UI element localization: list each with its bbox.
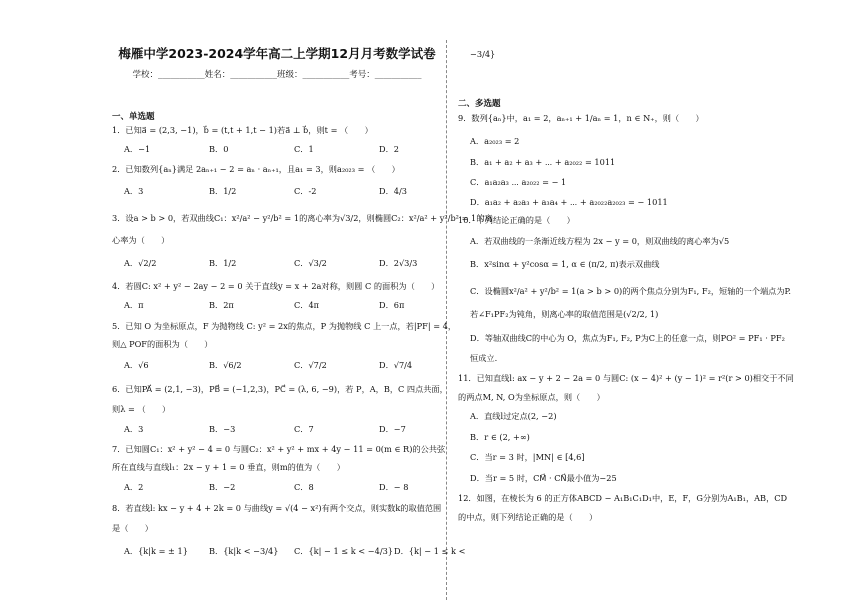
section-multiple-choice: 二、多选题 bbox=[458, 99, 501, 109]
option-c: C．7 bbox=[294, 424, 314, 434]
question-5-options bbox=[124, 360, 464, 371]
question-7-stem: 7．已知圆C₁：x² + y² − 4 = 0 与圆C₂：x² + y² + mx + 4y − 11 = 0(m ∈ R)的公共弦 bbox=[112, 444, 446, 454]
question-1-options bbox=[124, 144, 464, 155]
question-11-option-a: A．直线l过定点(2, −2) bbox=[470, 411, 557, 421]
student-info-line: 学校：___________姓名：___________班级：___________考号：___________ bbox=[132, 70, 422, 80]
option-d: D．2√3/3 bbox=[379, 258, 418, 268]
option-c: C．4π bbox=[294, 300, 320, 310]
question-5-stem-cont: 则△ POF的面积为（ ） bbox=[112, 339, 213, 349]
exam-title: 梅雁中学2023-2024学年高二上学期12月月考数学试卷 bbox=[118, 46, 436, 61]
question-11-stem: 11．已知直线l: ax − y + 2 − 2a = 0 与圆C: (x − 4)² + (y − 1)² = r²(r > 0)相交于不同 bbox=[458, 373, 794, 383]
option-a: A．√2/2 bbox=[124, 258, 157, 268]
question-6-stem-cont: 则λ = （ ） bbox=[112, 404, 171, 414]
option-a: A．π bbox=[124, 300, 144, 310]
option-c: C．-2 bbox=[294, 186, 317, 196]
question-5-stem: 5．已知 O 为坐标原点，F 为抛物线 C: y² = 2x的焦点，P 为抛物线 C 上一点，若|PF| = 4， bbox=[112, 321, 457, 331]
question-4-stem: 4．若圆C: x² + y² − 2ay − 2 = 0 关于直线y = x + 2a对称，则圆 C 的面积为（ ） bbox=[112, 281, 440, 291]
option-c: C．1 bbox=[294, 144, 314, 154]
question-8-option-d-cont: −3/4} bbox=[470, 49, 496, 59]
question-8-stem: 8．若直线l: kx − y + 4 + 2k = 0 与曲线y = √(4 − x²)有两个交点，则实数k的取值范围 bbox=[112, 503, 442, 513]
question-12-stem: 12．如图，在棱长为 6 的正方体ABCD − A₁B₁C₁D₁中，E，F，G分别为A₁B₁，AB，CD bbox=[458, 493, 788, 503]
option-d: D．− 8 bbox=[379, 482, 409, 492]
option-a: A．3 bbox=[124, 186, 144, 196]
question-11-option-d: D．当r = 5 时，CM⃗ · CN⃗最小值为−25 bbox=[470, 473, 617, 483]
question-12-stem-cont: 的中点，则下列结论正确的是（ ） bbox=[458, 512, 598, 522]
question-10-option-d-cont: 恒成立. bbox=[470, 353, 498, 363]
option-b: B．0 bbox=[209, 144, 229, 154]
question-9-option-a: A．a₂₀₂₃ = 2 bbox=[470, 136, 520, 146]
option-b: B．2π bbox=[209, 300, 234, 310]
option-c: C．√7/2 bbox=[294, 360, 327, 370]
option-b: B．−3 bbox=[209, 424, 236, 434]
question-10-option-c-cont: 若∠F₁PF₂为钝角，则离心率的取值范围是(√2/2, 1) bbox=[470, 309, 659, 319]
option-b: B．1/2 bbox=[209, 186, 237, 196]
question-6-stem: 6．已知PA⃗ = (2,1, −3)，PB⃗ = (−1,2,3)，PC⃗ = (λ, 6, −9)，若 P，A，B，C 四点共面， bbox=[112, 384, 448, 394]
question-2-options bbox=[124, 186, 464, 197]
option-b: B．1/2 bbox=[209, 258, 237, 268]
question-9-option-b: B．a₁ + a₂ + a₃ + ⋯ + a₂₀₂₂ = 1011 bbox=[470, 157, 616, 167]
option-c: C．√3/2 bbox=[294, 258, 327, 268]
option-d: D．4/3 bbox=[379, 186, 407, 196]
option-a: A．−1 bbox=[124, 144, 151, 154]
question-10-option-b: B．x²sinα + y²cosα = 1, α ∈ (π/2, π)表示双曲线 bbox=[470, 259, 660, 269]
question-8-stem-cont: 是（ ） bbox=[112, 523, 153, 533]
option-a: A．√6 bbox=[124, 360, 149, 370]
option-c: C．{k| − 1 ≤ k < −4/3} bbox=[294, 546, 393, 556]
question-3-options bbox=[124, 258, 464, 269]
question-10-option-d: D．等轴双曲线C的中心为 O，焦点为F₁, F₂, P为C上的任意一点，则PO² = PF₁ · PF₂ bbox=[470, 333, 785, 343]
question-9-option-d: D．a₁a₂ + a₂a₃ + a₃a₄ + ⋯ + a₂₀₂₂a₂₀₂₃ = − 1011 bbox=[470, 197, 668, 207]
option-a: A．{k|k = ± 1} bbox=[124, 546, 188, 556]
option-d: D．6π bbox=[379, 300, 405, 310]
option-b: B．{k|k < −3/4} bbox=[209, 546, 279, 556]
question-11-option-c: C．当r = 3 时，|MN| ∈ [4,6] bbox=[470, 452, 585, 462]
option-d: D．−7 bbox=[379, 424, 406, 434]
question-4-options bbox=[124, 300, 464, 311]
question-9-option-c: C．a₁a₂a₃ ⋯ a₂₀₂₂ = − 1 bbox=[470, 177, 567, 187]
option-a: A．2 bbox=[124, 482, 144, 492]
question-1-stem: 1．已知a⃗ = (2,3, −1)，b⃗ = (t,t + 1,t − 1)若a⃗ ⊥ b⃗，则t = （ ） bbox=[112, 125, 373, 135]
question-2-stem: 2．已知数列{aₙ}满足 2aₙ₊₁ − 2 = aₙ · aₙ₊₁，且a₁ = 3，则a₂₀₂₃ = （ ） bbox=[112, 164, 400, 174]
question-3-stem-cont: 心率为（ ） bbox=[112, 235, 170, 245]
question-10-stem: 10．下列结论正确的是（ ） bbox=[458, 215, 575, 225]
question-6-options bbox=[124, 424, 464, 435]
option-d: D．{k| − 1 ≤ k < bbox=[394, 546, 466, 556]
option-d: D．√7/4 bbox=[379, 360, 413, 370]
question-10-option-c: C．设椭圆x²/a² + y²/b² = 1(a > b > 0)的两个焦点分别为F₁, F₂，短轴的一个端点为P. bbox=[470, 286, 791, 296]
question-9-stem: 9．数列{aₙ}中，a₁ = 2，aₙ₊₁ + 1/aₙ = 1，n ∈ N₊，则（ ） bbox=[458, 113, 704, 123]
option-d: D．2 bbox=[379, 144, 399, 154]
question-3-stem: 3．设a > b > 0，若双曲线C₁：x²/a² − y²/b² = 1的离心率为√3/2，则椭圆C₂：x²/a² + y²/b² = 1的离 bbox=[112, 213, 493, 223]
question-8-options bbox=[124, 546, 479, 557]
question-11-stem-cont: 的两点M, N, O为坐标原点，则（ ） bbox=[458, 392, 605, 402]
question-11-option-b: B．r ∈ (2, +∞) bbox=[470, 432, 530, 442]
option-b: B．−2 bbox=[209, 482, 236, 492]
option-b: B．√6/2 bbox=[209, 360, 242, 370]
section-single-choice: 一、单选题 bbox=[112, 112, 155, 122]
option-a: A．3 bbox=[124, 424, 144, 434]
question-7-options bbox=[124, 482, 464, 493]
question-7-stem-cont: 所在直线与直线l₁：2x − y + 1 = 0 垂直，则m的值为（ ） bbox=[112, 462, 345, 472]
option-c: C．8 bbox=[294, 482, 314, 492]
question-10-option-a: A．若双曲线的一条渐近线方程为 2x − y = 0，则双曲线的离心率为√5 bbox=[470, 236, 730, 246]
